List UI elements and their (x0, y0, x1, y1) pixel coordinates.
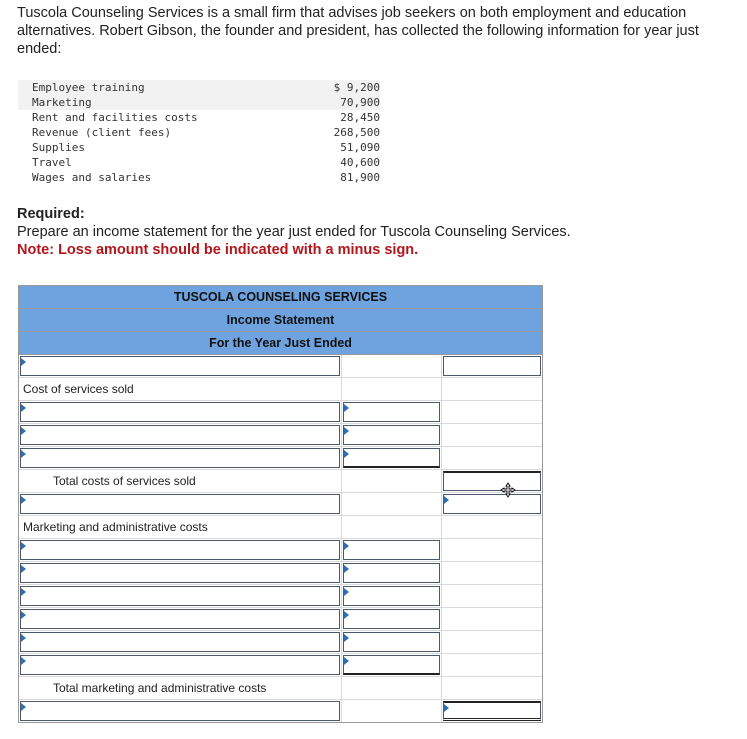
item-value: 268,500 (333, 126, 380, 139)
item-value: 70,900 (300, 95, 380, 110)
amount-input[interactable] (443, 356, 541, 376)
item-value: 40,600 (340, 156, 380, 169)
amount-input[interactable] (343, 655, 440, 675)
line-item-input[interactable] (20, 586, 340, 606)
statement-row (19, 424, 542, 447)
item-label: Rent and facilities costs (32, 111, 198, 124)
data-row (18, 80, 380, 95)
line-item-input[interactable] (20, 402, 340, 422)
line-item-input[interactable] (20, 563, 340, 583)
item-value: 51,090 (340, 141, 380, 154)
statement-period: For the Year Just Ended (19, 332, 542, 355)
line-item-input[interactable] (20, 701, 340, 721)
line-item-input[interactable] (20, 540, 340, 560)
item-value: 81,900 (340, 171, 380, 184)
section-label: Marketing and administrative costs (23, 520, 208, 534)
total-label: Total marketing and administrative costs (53, 681, 267, 695)
amount-input[interactable] (343, 540, 440, 560)
statement-row (19, 539, 542, 562)
amount-input[interactable] (343, 632, 440, 652)
statement-row (19, 447, 542, 470)
data-row (18, 140, 380, 155)
data-row (18, 125, 380, 140)
income-statement (18, 285, 543, 723)
statement-row (19, 470, 542, 493)
total-cost-input[interactable] (443, 471, 541, 491)
line-item-input[interactable] (20, 494, 340, 514)
cost-data-table (18, 80, 380, 185)
item-value: $ 9,200 (300, 80, 380, 95)
line-item-input[interactable] (20, 448, 340, 468)
data-row (18, 170, 380, 185)
data-row (18, 95, 380, 110)
amount-input[interactable] (343, 402, 440, 422)
line-item-input[interactable] (20, 356, 340, 376)
line-item-input[interactable] (20, 632, 340, 652)
item-value: 28,450 (340, 111, 380, 124)
required-text: Prepare an income statement for the year just ended for Tuscola Counseling Services. (17, 224, 571, 240)
problem-intro: Tuscola Counseling Services is a small firm that advises job seekers on both employment and education alternatives. Robert Gibson, the founder and president, has collected the following information for year just ended: (17, 5, 699, 57)
item-label: Supplies (32, 141, 85, 154)
move-cursor-icon (500, 482, 516, 498)
company-name: TUSCOLA COUNSELING SERVICES (19, 286, 542, 309)
line-item-input[interactable] (20, 425, 340, 445)
total-label: Total costs of services sold (53, 474, 196, 488)
amount-input[interactable] (343, 563, 440, 583)
statement-row (19, 700, 542, 722)
item-label: Travel (32, 156, 72, 169)
data-row (18, 155, 380, 170)
statement-row (19, 401, 542, 424)
required-heading: Required: (17, 206, 85, 222)
item-label: Revenue (client fees) (32, 126, 172, 139)
statement-row (19, 608, 542, 631)
line-item-input[interactable] (20, 609, 340, 629)
statement-row (19, 631, 542, 654)
amount-input[interactable] (343, 609, 440, 629)
statement-title: Income Statement (19, 309, 542, 332)
item-label: Employee training (18, 80, 300, 95)
statement-row (19, 585, 542, 608)
line-item-input[interactable] (20, 655, 340, 675)
statement-row (19, 654, 542, 677)
amount-input[interactable] (343, 448, 440, 468)
data-row (18, 110, 380, 125)
statement-row (19, 562, 542, 585)
item-label: Wages and salaries (32, 171, 152, 184)
required-note: Note: Loss amount should be indicated with a minus sign. (17, 242, 419, 258)
required-section (17, 205, 737, 259)
statement-row (19, 677, 542, 700)
statement-row (19, 493, 542, 516)
statement-row (19, 378, 542, 401)
statement-row (19, 355, 542, 378)
section-label: Cost of services sold (23, 382, 134, 396)
amount-input[interactable] (443, 494, 541, 514)
amount-input[interactable] (343, 425, 440, 445)
net-income-input[interactable] (443, 701, 541, 721)
item-label: Marketing (18, 95, 300, 110)
statement-row (19, 516, 542, 539)
amount-input[interactable] (343, 586, 440, 606)
